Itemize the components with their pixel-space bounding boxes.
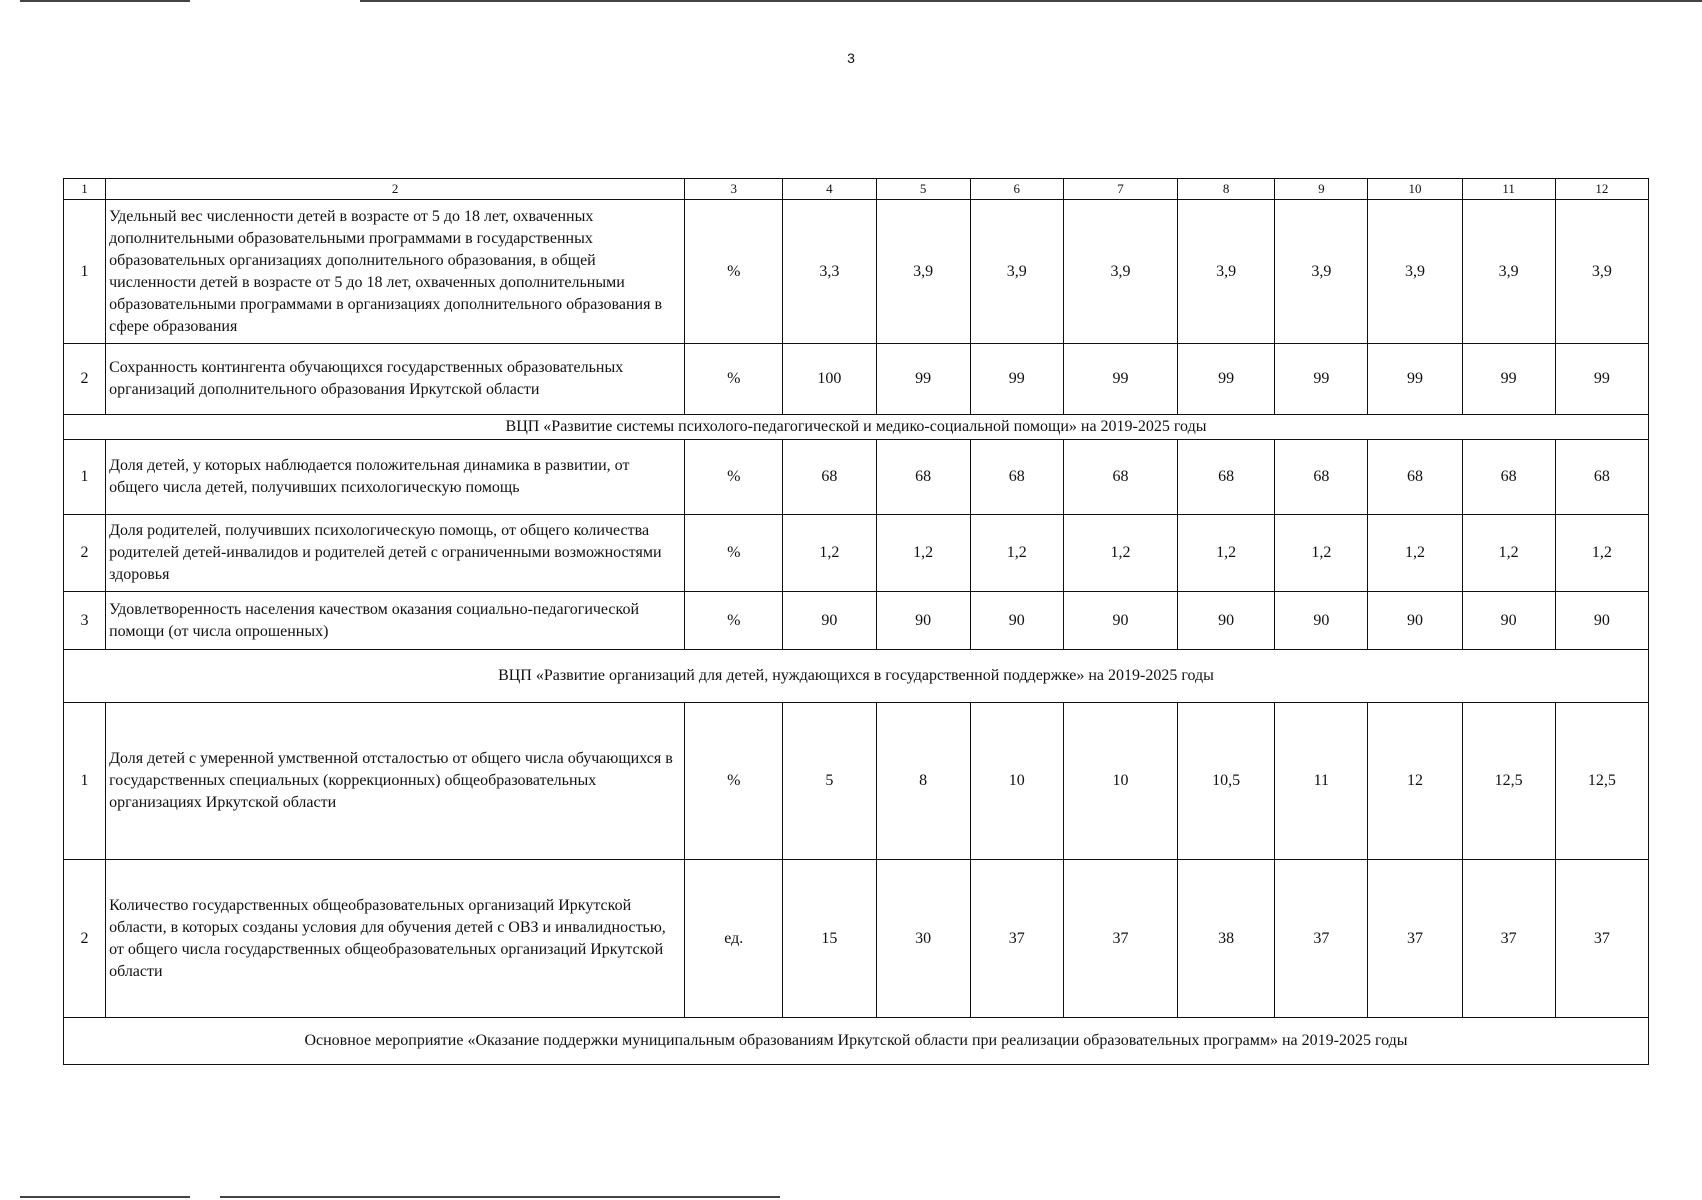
value-cell: 37 [1555, 860, 1648, 1018]
value-cell: 90 [1275, 592, 1368, 650]
row-number: 2 [64, 860, 106, 1018]
value-cell: 99 [1063, 344, 1177, 415]
indicator-description: Доля родителей, получивших психологическую помощь, от общего количества родителей детей-инвалидов и родителей детей с ограниченными возможностями здоровья [106, 515, 685, 592]
value-cell: 68 [783, 440, 876, 515]
value-cell: 12,5 [1555, 703, 1648, 860]
unit-cell: ед. [685, 860, 783, 1018]
value-cell: 3,3 [783, 200, 876, 344]
value-cell: 8 [876, 703, 970, 860]
indicator-description: Сохранность контингента обучающихся государственных образовательных организаций дополнительного образования Иркутской области [106, 344, 685, 415]
table-row [64, 344, 1649, 415]
value-cell: 68 [970, 440, 1063, 515]
value-cell: 68 [876, 440, 970, 515]
value-cell: 99 [1462, 344, 1555, 415]
section-row [64, 650, 1649, 703]
value-cell: 68 [1063, 440, 1177, 515]
value-cell: 1,2 [1275, 515, 1368, 592]
header-cell: 4 [783, 179, 876, 200]
indicator-description: Удельный вес численности детей в возрасте от 5 до 18 лет, охваченных дополнительными образовательными программами в государственных образовательных организациях дополнительного образования, в общей численности детей в возрасте от 5 до 18 лет, охваченных дополнительными образовательными программами в организациях дополнительного образования в сфере образования [106, 200, 685, 344]
indicator-description: Удовлетворенность населения качеством оказания социально-педагогической помощи (от числа опрошенных) [106, 592, 685, 650]
value-cell: 90 [1368, 592, 1462, 650]
value-cell: 1,2 [1063, 515, 1177, 592]
value-cell: 3,9 [970, 200, 1063, 344]
value-cell: 37 [1462, 860, 1555, 1018]
header-row [64, 179, 1649, 200]
header-cell: 5 [876, 179, 970, 200]
unit-cell: % [685, 592, 783, 650]
value-cell: 90 [1555, 592, 1648, 650]
row-number: 1 [64, 703, 106, 860]
header-cell: 1 [64, 179, 106, 200]
value-cell: 90 [970, 592, 1063, 650]
unit-cell: % [685, 440, 783, 515]
value-cell: 99 [1368, 344, 1462, 415]
value-cell: 30 [876, 860, 970, 1018]
header-cell: 9 [1275, 179, 1368, 200]
scan-edge-line [220, 1196, 780, 1198]
value-cell: 99 [1555, 344, 1648, 415]
value-cell: 11 [1275, 703, 1368, 860]
value-cell: 68 [1275, 440, 1368, 515]
value-cell: 3,9 [1275, 200, 1368, 344]
header-cell: 3 [685, 179, 783, 200]
header-cell: 6 [970, 179, 1063, 200]
value-cell: 10 [1063, 703, 1177, 860]
header-cell: 12 [1555, 179, 1648, 200]
indicator-description: Доля детей с умеренной умственной отсталостью от общего числа обучающихся в государственных специальных (коррекционных) общеобразовательных организациях Иркутской области [106, 703, 685, 860]
value-cell: 1,2 [783, 515, 876, 592]
value-cell: 1,2 [876, 515, 970, 592]
row-number: 2 [64, 344, 106, 415]
value-cell: 1,2 [970, 515, 1063, 592]
section-title: ВЦП «Развитие системы психолого-педагогической и медико-социальной помощи» на 2019-2025 годы [64, 415, 1649, 440]
indicator-description: Доля детей, у которых наблюдается положительная динамика в развитии, от общего числа детей, получивших психологическую помощь [106, 440, 685, 515]
header-cell: 8 [1178, 179, 1275, 200]
value-cell: 3,9 [1462, 200, 1555, 344]
value-cell: 90 [876, 592, 970, 650]
table-row [64, 200, 1649, 344]
value-cell: 10,5 [1178, 703, 1275, 860]
value-cell: 1,2 [1178, 515, 1275, 592]
value-cell: 37 [1063, 860, 1177, 1018]
table-row [64, 515, 1649, 592]
table-body [64, 179, 1649, 1065]
row-number: 2 [64, 515, 106, 592]
table-row [64, 703, 1649, 860]
section-title: Основное мероприятие «Оказание поддержки муниципальным образованиям Иркутской области при реализации образовательных программ» на 2019-2025 годы [64, 1018, 1649, 1065]
indicators-table [63, 178, 1649, 1065]
value-cell: 99 [1178, 344, 1275, 415]
value-cell: 5 [783, 703, 876, 860]
value-cell: 15 [783, 860, 876, 1018]
value-cell: 68 [1555, 440, 1648, 515]
value-cell: 100 [783, 344, 876, 415]
page-number: 3 [847, 50, 855, 66]
unit-cell: % [685, 200, 783, 344]
value-cell: 12,5 [1462, 703, 1555, 860]
value-cell: 68 [1178, 440, 1275, 515]
value-cell: 1,2 [1368, 515, 1462, 592]
table-row [64, 440, 1649, 515]
value-cell: 90 [1178, 592, 1275, 650]
value-cell: 68 [1462, 440, 1555, 515]
value-cell: 10 [970, 703, 1063, 860]
section-title: ВЦП «Развитие организаций для детей, нуждающихся в государственной поддержке» на 2019-2025 годы [64, 650, 1649, 703]
row-number: 1 [64, 200, 106, 344]
unit-cell: % [685, 515, 783, 592]
value-cell: 37 [1275, 860, 1368, 1018]
value-cell: 3,9 [1368, 200, 1462, 344]
value-cell: 99 [1275, 344, 1368, 415]
value-cell: 37 [1368, 860, 1462, 1018]
row-number: 1 [64, 440, 106, 515]
value-cell: 37 [970, 860, 1063, 1018]
table-row [64, 860, 1649, 1018]
value-cell: 3,9 [1555, 200, 1648, 344]
scan-edge-line [360, 0, 1702, 2]
indicator-description: Количество государственных общеобразовательных организаций Иркутской области, в которых созданы условия для обучения детей с ОВЗ и инвалидностью, от общего числа государственных общеобразовательных организаций Иркутской области [106, 860, 685, 1018]
header-cell: 10 [1368, 179, 1462, 200]
value-cell: 3,9 [1178, 200, 1275, 344]
row-number: 3 [64, 592, 106, 650]
unit-cell: % [685, 344, 783, 415]
value-cell: 90 [1462, 592, 1555, 650]
value-cell: 1,2 [1555, 515, 1648, 592]
scan-edge-line [20, 0, 190, 2]
value-cell: 12 [1368, 703, 1462, 860]
table-row [64, 592, 1649, 650]
value-cell: 1,2 [1462, 515, 1555, 592]
value-cell: 90 [783, 592, 876, 650]
value-cell: 99 [876, 344, 970, 415]
value-cell: 38 [1178, 860, 1275, 1018]
header-cell: 7 [1063, 179, 1177, 200]
value-cell: 90 [1063, 592, 1177, 650]
header-cell: 2 [106, 179, 685, 200]
value-cell: 3,9 [1063, 200, 1177, 344]
section-row [64, 1018, 1649, 1065]
header-cell: 11 [1462, 179, 1555, 200]
scan-edge-line [20, 1196, 190, 1198]
value-cell: 3,9 [876, 200, 970, 344]
value-cell: 68 [1368, 440, 1462, 515]
value-cell: 99 [970, 344, 1063, 415]
unit-cell: % [685, 703, 783, 860]
section-row [64, 415, 1649, 440]
